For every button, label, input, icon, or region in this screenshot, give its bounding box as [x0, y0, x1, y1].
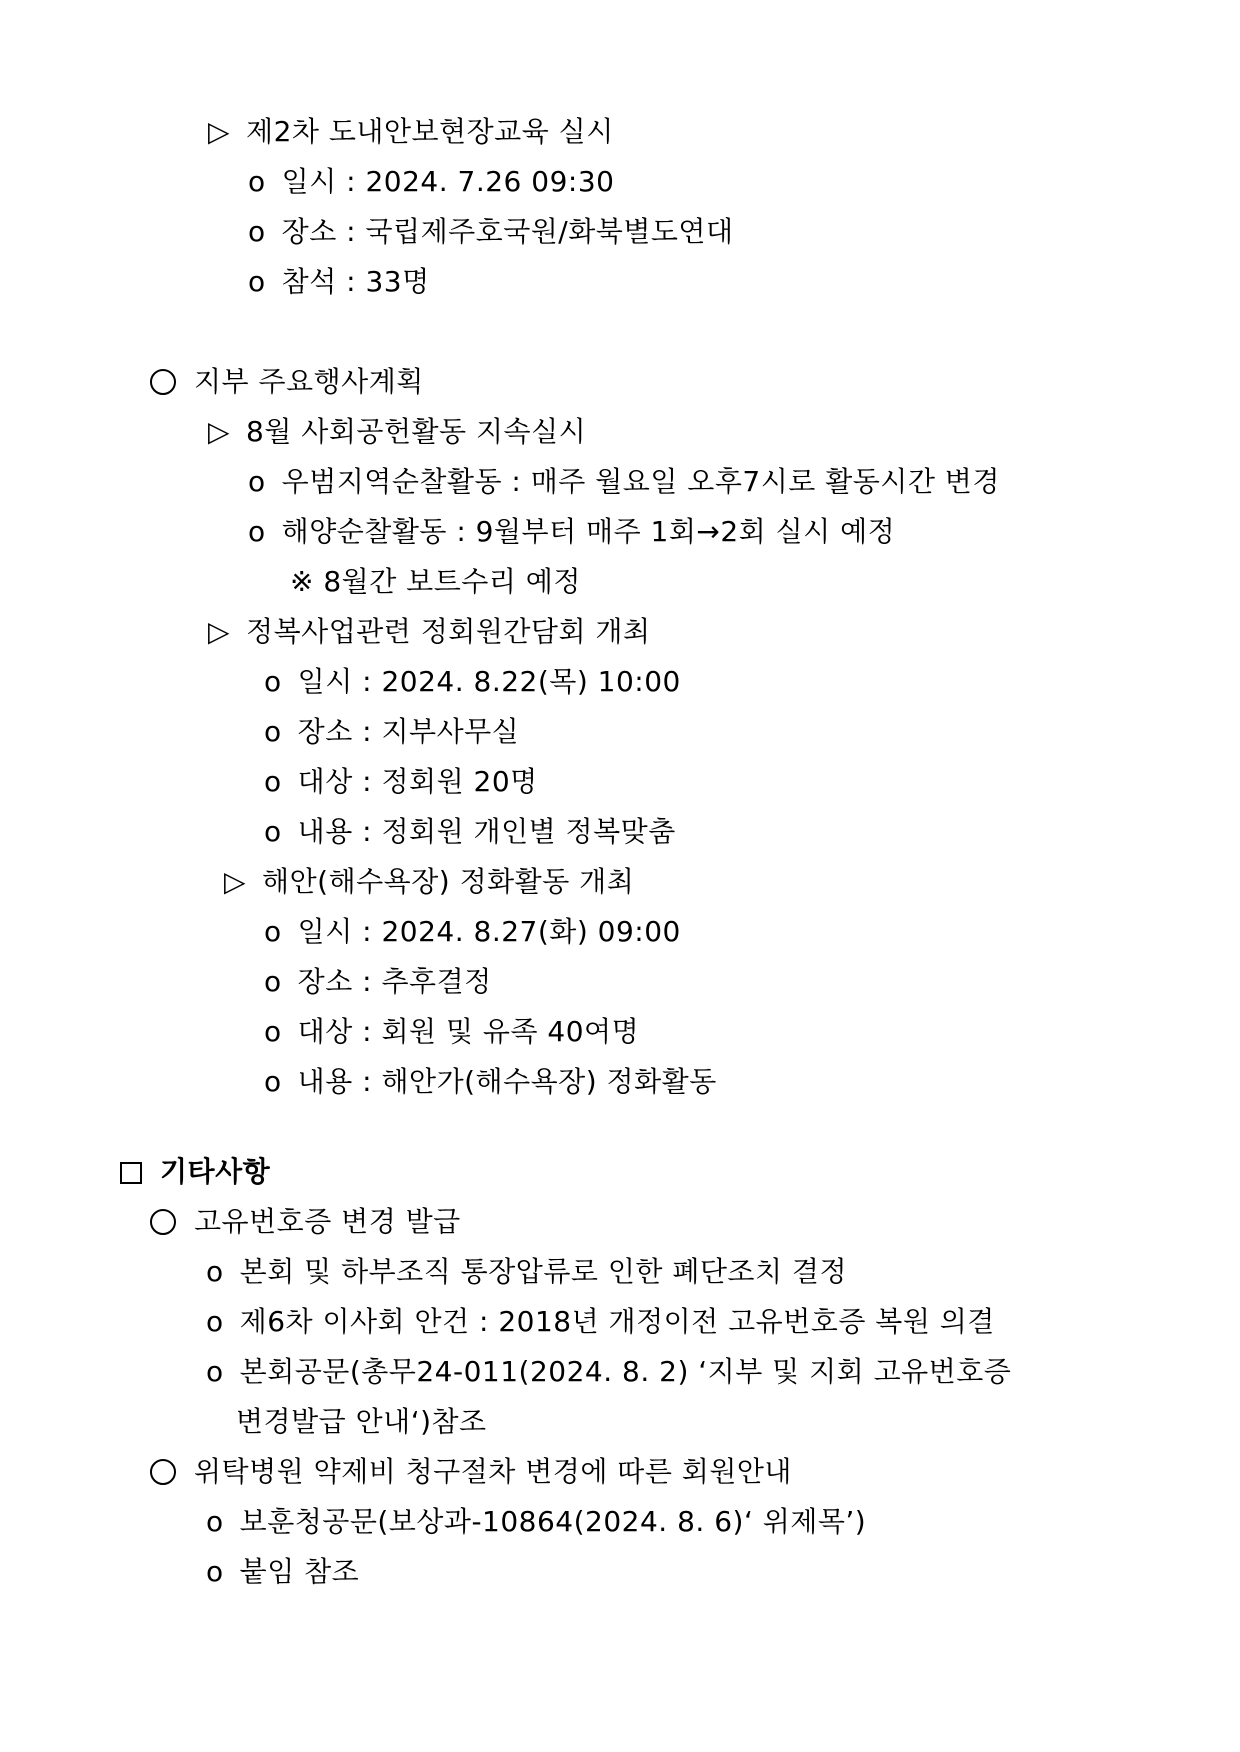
list-item: [264, 712, 519, 752]
bullet-icon: o: [264, 715, 282, 748]
heading-text: 지부 주요행사계획: [194, 365, 424, 398]
item-text: 내용 : 정회원 개인별 정복맞춤: [297, 815, 676, 848]
bullet-icon: o: [264, 1015, 282, 1048]
list-item: [248, 162, 614, 202]
item-text: 해양순찰활동 : 9월부터 매주 1회→2회 실시 예정: [281, 515, 896, 548]
bullet-icon: o: [264, 965, 282, 998]
item-text: 대상 : 정회원 20명: [297, 765, 538, 798]
item-text: 장소 : 지부사무실: [297, 715, 520, 748]
bullet-icon: o: [206, 1355, 224, 1388]
item-text: 본회공문(총무24-011(2024. 8. 2) ‘지부 및 지회 고유번호증: [239, 1355, 1012, 1388]
list-item: [248, 462, 1000, 502]
list-item: [206, 1302, 995, 1342]
item-text: 우범지역순찰활동 : 매주 월요일 오후7시로 활동시간 변경: [281, 465, 1000, 498]
bullet-icon: o: [264, 765, 282, 798]
list-item: [264, 812, 676, 852]
list-item: [248, 212, 734, 252]
item-text: 장소 : 국립제주호국원/화북별도연대: [281, 215, 734, 248]
triangle-bullet-icon: ▷: [208, 115, 231, 148]
bullet-icon: o: [248, 265, 266, 298]
bullet-icon: o: [248, 465, 266, 498]
branch-plan-heading: [150, 362, 424, 402]
bullet-icon: o: [248, 165, 266, 198]
item-text: 참석 : 33명: [281, 265, 430, 298]
bullet-icon: o: [206, 1505, 224, 1538]
item-text: 일시 : 2024. 8.22(목) 10:00: [297, 665, 681, 698]
list-item: [206, 1352, 1011, 1392]
bullet-icon: o: [264, 915, 282, 948]
item-text: 장소 : 추후결정: [297, 965, 492, 998]
triangle-bullet-icon: ▷: [224, 865, 247, 898]
id-certificate-heading: [150, 1202, 461, 1242]
list-item: [248, 262, 430, 302]
list-item: [206, 1552, 359, 1592]
heading-text: 정복사업관련 정회원간담회 개최: [246, 615, 651, 648]
heading-text: 제2차 도내안보현장교육 실시: [246, 115, 614, 148]
bullet-icon: o: [264, 815, 282, 848]
pharmacy-claim-heading: [150, 1452, 792, 1492]
bullet-icon: o: [264, 1065, 282, 1098]
item-text: 붙임 참조: [239, 1555, 360, 1588]
item-text: 일시 : 2024. 8.27(화) 09:00: [297, 915, 681, 948]
triangle-bullet-icon: ▷: [208, 415, 231, 448]
circle-bullet-icon: [150, 1459, 176, 1485]
circle-bullet-icon: [150, 369, 176, 395]
heading-text: 8월 사회공헌활동 지속실시: [246, 415, 587, 448]
bullet-icon: o: [264, 665, 282, 698]
social-activity-heading: [208, 412, 586, 452]
uniform-meeting-heading: [208, 612, 651, 652]
list-item: [206, 1502, 866, 1542]
list-item: [264, 1012, 639, 1052]
item-text: 대상 : 회원 및 유족 40여명: [297, 1015, 640, 1048]
heading-text: 고유번호증 변경 발급: [194, 1205, 461, 1238]
list-item: [264, 912, 681, 952]
bullet-icon: o: [206, 1255, 224, 1288]
beach-cleanup-heading: [224, 862, 634, 902]
item-text: 일시 : 2024. 7.26 09:30: [281, 165, 615, 198]
list-item: [264, 762, 538, 802]
circle-bullet-icon: [150, 1209, 176, 1235]
item-text: 제6차 이사회 안건 : 2018년 개정이전 고유번호증 복원 의결: [239, 1305, 995, 1338]
heading-text: 기타사항: [160, 1155, 271, 1188]
bullet-icon: o: [206, 1305, 224, 1338]
square-bullet-icon: [120, 1162, 142, 1184]
list-item: [248, 512, 895, 552]
note-text: ※ 8월간 보트수리 예정: [290, 565, 581, 598]
triangle-bullet-icon: ▷: [208, 615, 231, 648]
bullet-icon: o: [206, 1555, 224, 1588]
list-item: [206, 1252, 847, 1292]
misc-heading: [120, 1152, 270, 1192]
list-item: [264, 1062, 717, 1102]
list-item: [264, 662, 681, 702]
heading-text: 해안(해수욕장) 정화활동 개최: [262, 865, 635, 898]
education-heading: [208, 112, 614, 152]
bullet-icon: o: [248, 515, 266, 548]
heading-text: 위탁병원 약제비 청구절차 변경에 따른 회원안내: [194, 1455, 792, 1488]
item-text: 본회 및 하부조직 통장압류로 인한 폐단조치 결정: [239, 1255, 848, 1288]
bullet-icon: o: [248, 215, 266, 248]
item-text: 내용 : 해안가(해수욕장) 정화활동: [297, 1065, 717, 1098]
list-item: [264, 962, 492, 1002]
item-continuation: 변경발급 안내‘)참조: [236, 1405, 487, 1438]
item-text: 보훈청공문(보상과-10864(2024. 8. 6)‘ 위제목’): [239, 1505, 867, 1538]
